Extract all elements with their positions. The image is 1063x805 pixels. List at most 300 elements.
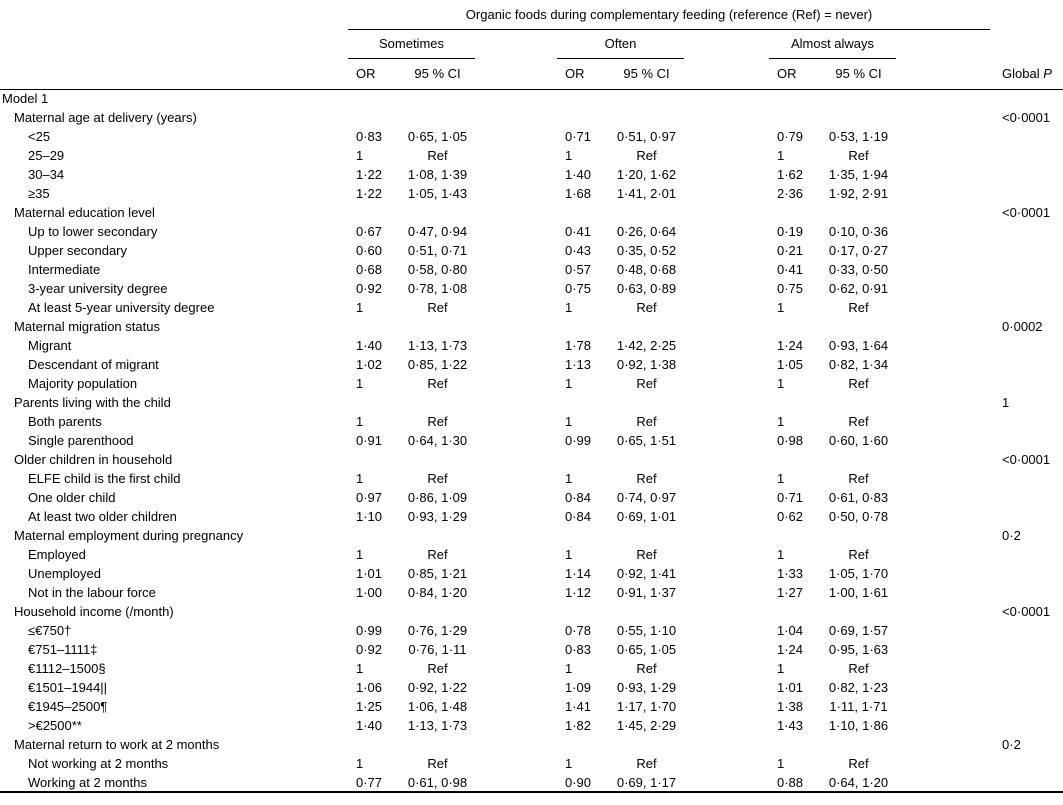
- or-value: 1·33: [777, 566, 804, 581]
- or-value: [348, 526, 400, 545]
- or-value: [769, 735, 821, 754]
- spacer-cell: [475, 393, 557, 412]
- ci-value: 0·64, 1·20: [828, 774, 889, 790]
- global-p-value: [990, 545, 1063, 564]
- or-value: 1·00: [356, 585, 383, 600]
- or-value: 1·43: [777, 718, 804, 733]
- or-value: 1: [356, 300, 364, 315]
- spacer-cell: [475, 697, 557, 716]
- or-value: 0·57: [565, 262, 592, 277]
- table-row: [0, 621, 1063, 640]
- spacer-cell: [475, 583, 557, 602]
- row-label: Parents living with the child: [14, 395, 171, 410]
- ci-value: [609, 203, 684, 222]
- ci-value: Ref: [427, 756, 448, 771]
- ci-value: 0·65, 1·05: [407, 129, 468, 144]
- ci-value: Ref: [427, 300, 448, 315]
- ci-value: 0·33, 0·50: [828, 262, 889, 277]
- global-p-value: 0·2: [1002, 528, 1021, 543]
- or-value: 1: [777, 148, 785, 163]
- row-label: Maternal migration status: [14, 319, 160, 334]
- spacer-cell: [684, 374, 769, 393]
- or-value: 1: [565, 471, 573, 486]
- ci-value: [609, 526, 684, 545]
- row-label: Working at 2 months: [28, 774, 147, 790]
- global-p-value: [990, 488, 1063, 507]
- spacer-cell: [896, 716, 990, 735]
- row-label: Unemployed: [28, 566, 101, 581]
- row-label: Employed: [28, 547, 86, 562]
- ci-value: 1·13, 1·73: [407, 338, 468, 353]
- spacer-cell: [684, 165, 769, 184]
- global-p-value: <0·0001: [1002, 604, 1051, 619]
- spacer-cell: [475, 89, 557, 108]
- ci-value: 0·51, 0·71: [407, 243, 468, 258]
- spacer-cell: [684, 412, 769, 431]
- table-row: [0, 507, 1063, 526]
- global-p-value: [990, 659, 1063, 678]
- ci-value: 0·69, 1·17: [616, 774, 677, 790]
- spacer-cell: [475, 298, 557, 317]
- table-row: [0, 564, 1063, 583]
- global-p-value: [990, 716, 1063, 735]
- table-row: [0, 165, 1063, 184]
- or-value: 1: [565, 300, 573, 315]
- or-value: [769, 602, 821, 621]
- spacer-cell: [896, 659, 990, 678]
- or-value: 1·12: [565, 585, 592, 600]
- or-value: 0·92: [356, 281, 383, 296]
- spacer-cell: [475, 716, 557, 735]
- global-p-value: [990, 507, 1063, 526]
- or-value: [557, 203, 609, 222]
- spacer-cell: [684, 355, 769, 374]
- or-value: 1·01: [356, 566, 383, 581]
- ci-value: Ref: [848, 376, 869, 391]
- spacer-cell: [475, 412, 557, 431]
- global-p-value: [990, 754, 1063, 773]
- global-p-value: [990, 89, 1063, 108]
- ci-value: 0·85, 1·22: [407, 357, 468, 372]
- ci-value: 0·84, 1·20: [407, 585, 468, 600]
- global-p-value: [990, 279, 1063, 298]
- or-value: 1: [777, 547, 785, 562]
- spacer-cell: [896, 393, 990, 412]
- spacer-cell: [684, 222, 769, 241]
- row-label: Model 1: [2, 91, 49, 107]
- ci-value: 1·00, 1·61: [828, 585, 889, 600]
- or-value: 0·84: [565, 509, 592, 524]
- ci-value: 1·35, 1·94: [828, 167, 889, 182]
- or-value: 1: [356, 414, 364, 429]
- spacer-cell: [684, 184, 769, 203]
- spacer-cell: [896, 564, 990, 583]
- spacer-cell: [896, 488, 990, 507]
- spacer-cell: [896, 184, 990, 203]
- ci-value: [821, 393, 896, 412]
- or-value: 0·68: [356, 262, 383, 277]
- ci-header-often: 95 % CI: [609, 58, 684, 89]
- table-row: [0, 469, 1063, 488]
- or-value: [769, 317, 821, 336]
- spacer-cell: [684, 469, 769, 488]
- spacer-cell: [896, 545, 990, 564]
- spacer-cell: [684, 735, 769, 754]
- ci-value: 0·86, 1·09: [407, 490, 468, 505]
- or-value: [557, 602, 609, 621]
- or-value: 1·24: [777, 642, 804, 657]
- ci-value: 0·60, 1·60: [828, 433, 889, 448]
- row-label: Single parenthood: [28, 433, 134, 448]
- ci-value: 0·53, 1·19: [828, 129, 889, 144]
- ci-value: 1·08, 1·39: [407, 167, 468, 182]
- or-value: [557, 526, 609, 545]
- or-value: 1·13: [565, 357, 592, 372]
- spacer-cell: [896, 336, 990, 355]
- table-row: [0, 488, 1063, 507]
- group-header-often: Often: [557, 29, 684, 58]
- or-value: 0·67: [356, 224, 383, 239]
- row-label: Maternal age at delivery (years): [14, 110, 197, 125]
- global-p-value: [990, 640, 1063, 659]
- or-value: 1·04: [777, 623, 804, 638]
- or-value: 1: [565, 661, 573, 676]
- spacer-cell: [475, 203, 557, 222]
- ci-value: 0·85, 1·21: [407, 566, 468, 581]
- ci-value: Ref: [427, 376, 448, 391]
- ci-value: [609, 317, 684, 336]
- row-label: Household income (/month): [14, 604, 174, 619]
- table-row: [0, 241, 1063, 260]
- or-value: 2·36: [777, 186, 804, 201]
- spacer-cell: [684, 431, 769, 450]
- global-p-value: [990, 621, 1063, 640]
- ci-value: 0·64, 1·30: [407, 433, 468, 448]
- ci-value: [400, 89, 475, 108]
- ci-value: [400, 108, 475, 127]
- ci-value: [609, 108, 684, 127]
- spacer-cell: [896, 260, 990, 279]
- or-value: [557, 393, 609, 412]
- or-value: 0·97: [356, 490, 383, 505]
- ci-value: [609, 450, 684, 469]
- ci-value: Ref: [427, 661, 448, 676]
- spanning-header: Organic foods during complementary feeding (reference (Ref) = never): [348, 0, 990, 29]
- ci-value: 0·35, 0·52: [616, 243, 677, 258]
- spacer-cell: [896, 165, 990, 184]
- spacer-cell: [475, 355, 557, 374]
- or-value: 0·99: [356, 623, 383, 638]
- or-value: 1·62: [777, 167, 804, 182]
- or-value: 1·22: [356, 186, 383, 201]
- spacer-cell: [475, 450, 557, 469]
- ci-value: [609, 602, 684, 621]
- spacer-cell: [896, 583, 990, 602]
- or-value: [557, 450, 609, 469]
- spacer-cell: [684, 317, 769, 336]
- table-row: [0, 678, 1063, 697]
- or-value: 1: [565, 414, 573, 429]
- ci-value: 1·11, 1·71: [829, 699, 888, 714]
- or-value: 1·24: [777, 338, 804, 353]
- spacer-cell: [475, 640, 557, 659]
- ci-value: 1·13, 1·73: [407, 718, 468, 733]
- spacer-cell: [684, 583, 769, 602]
- row-label: 25–29: [28, 148, 65, 163]
- ci-value: 0·61, 0·83: [828, 490, 889, 505]
- global-p-value: [990, 241, 1063, 260]
- or-value: [348, 89, 400, 108]
- row-label: Majority population: [28, 376, 138, 391]
- table-row: [0, 583, 1063, 602]
- or-value: 1·01: [777, 680, 804, 695]
- ci-value: Ref: [636, 547, 657, 562]
- ci-value: 0·93, 1·64: [828, 338, 889, 353]
- row-label: 30–34: [28, 167, 65, 182]
- global-p-value: [990, 469, 1063, 488]
- ci-value: 0·69, 1·01: [616, 509, 677, 524]
- or-value: [769, 526, 821, 545]
- row-label: Both parents: [28, 414, 102, 429]
- or-value: 1·40: [356, 718, 383, 733]
- ci-value: 0·62, 0·91: [828, 281, 889, 296]
- ci-value: 0·91, 1·37: [616, 585, 677, 600]
- or-value: 1·05: [777, 357, 804, 372]
- table-row: [0, 222, 1063, 241]
- spacer-cell: [896, 317, 990, 336]
- spacer-cell: [475, 564, 557, 583]
- spacer-cell: [896, 526, 990, 545]
- spacer-cell: [684, 241, 769, 260]
- or-value: 0·41: [565, 224, 592, 239]
- spacer-cell: [684, 716, 769, 735]
- spacer-cell: [896, 735, 990, 754]
- global-p-value: [990, 298, 1063, 317]
- spacer-cell: [896, 507, 990, 526]
- row-label: Intermediate: [28, 262, 101, 277]
- column-header-row: [0, 58, 1063, 89]
- or-value: [769, 450, 821, 469]
- spacer-cell: [684, 526, 769, 545]
- ci-header-sometimes: 95 % CI: [400, 58, 475, 89]
- or-value: 0·84: [565, 490, 592, 505]
- or-value: 1: [777, 376, 785, 391]
- or-value: 1: [777, 661, 785, 676]
- row-label: Not in the labour force: [28, 585, 156, 600]
- or-value: 1·25: [356, 699, 383, 714]
- spacer-cell: [475, 222, 557, 241]
- spacer-cell: [475, 336, 557, 355]
- spacer-cell: [896, 754, 990, 773]
- spacer-cell: [896, 678, 990, 697]
- or-value: 0·19: [777, 224, 804, 239]
- spacer-cell: [896, 602, 990, 621]
- ci-value: Ref: [848, 471, 869, 486]
- ci-value: 0·92, 1·22: [407, 680, 468, 695]
- ci-value: 0·95, 1·63: [828, 642, 889, 657]
- global-p-value: [990, 564, 1063, 583]
- spacer-cell: [475, 184, 557, 203]
- or-value: 1·10: [356, 509, 383, 524]
- ci-value: Ref: [636, 471, 657, 486]
- or-value: [348, 450, 400, 469]
- table-row: [0, 602, 1063, 621]
- spacer-cell: [684, 108, 769, 127]
- spacer-cell: [684, 602, 769, 621]
- or-value: 1·78: [565, 338, 592, 353]
- group-header-almost-always: Almost always: [769, 29, 896, 58]
- spacer-cell: [475, 241, 557, 260]
- or-value: 1·27: [777, 585, 804, 600]
- or-value: 1·40: [565, 167, 592, 182]
- global-p-value: [990, 336, 1063, 355]
- ci-value: 1·41, 2·01: [616, 186, 677, 201]
- group-header-sometimes: Sometimes: [348, 29, 475, 58]
- table-row: [0, 146, 1063, 165]
- or-value: 0·43: [565, 243, 592, 258]
- table-body: [0, 89, 1063, 792]
- spacer-cell: [475, 127, 557, 146]
- global-p-value: [990, 222, 1063, 241]
- spacer-cell: [896, 374, 990, 393]
- or-value: 1: [565, 148, 573, 163]
- ci-value: Ref: [848, 148, 869, 163]
- or-value: [348, 602, 400, 621]
- spacer-cell: [475, 29, 557, 58]
- ci-value: [400, 450, 475, 469]
- row-label: €1945–2500¶: [28, 699, 108, 714]
- table-row: [0, 355, 1063, 374]
- or-header-often: OR: [557, 58, 609, 89]
- spacer-cell: [475, 602, 557, 621]
- row-label: Descendant of migrant: [28, 357, 159, 372]
- table-row: [0, 374, 1063, 393]
- or-value: 1·02: [356, 357, 383, 372]
- spacer-cell: [896, 773, 990, 792]
- ci-value: Ref: [636, 376, 657, 391]
- spacer-cell: [475, 279, 557, 298]
- spacer-cell: [684, 488, 769, 507]
- ci-value: [821, 735, 896, 754]
- or-value: 1: [356, 756, 364, 771]
- or-value: 0·60: [356, 243, 383, 258]
- table-row: [0, 393, 1063, 412]
- or-value: 0·90: [565, 774, 592, 790]
- ci-value: 1·10, 1·86: [828, 718, 889, 733]
- or-value: [557, 317, 609, 336]
- spacer-cell: [896, 621, 990, 640]
- ci-value: Ref: [848, 756, 869, 771]
- row-label: One older child: [28, 490, 116, 505]
- or-value: 1·14: [565, 566, 592, 581]
- row-label: Not working at 2 months: [28, 756, 169, 771]
- global-p-value: [990, 678, 1063, 697]
- global-p-value: [990, 431, 1063, 450]
- global-p-value: [990, 374, 1063, 393]
- spacer-cell: [896, 412, 990, 431]
- ci-value: 0·17, 0·27: [828, 243, 889, 258]
- spacer-cell: [475, 374, 557, 393]
- or-value: [769, 108, 821, 127]
- or-value: 1·68: [565, 186, 592, 201]
- ci-value: 0·69, 1·57: [828, 623, 889, 638]
- spacer-cell: [475, 488, 557, 507]
- row-label: €1501–1944||: [28, 680, 108, 695]
- spacer-cell: [896, 146, 990, 165]
- ci-value: Ref: [636, 661, 657, 676]
- or-value: 1: [356, 661, 364, 676]
- global-p-value: [990, 146, 1063, 165]
- global-p-value: [990, 773, 1063, 792]
- ci-value: 0·78, 1·08: [407, 281, 468, 296]
- ci-value: Ref: [427, 414, 448, 429]
- spacer-cell: [475, 678, 557, 697]
- ci-value: 1·42, 2·25: [616, 338, 677, 353]
- table-row: [0, 545, 1063, 564]
- or-value: 0·99: [565, 433, 592, 448]
- or-value: 0·21: [777, 243, 804, 258]
- table-row: [0, 754, 1063, 773]
- ci-value: 0·65, 1·05: [616, 642, 677, 657]
- ci-value: Ref: [636, 756, 657, 771]
- ci-header-almost-always: 95 % CI: [821, 58, 896, 89]
- ci-value: [609, 89, 684, 108]
- spacer-cell: [990, 0, 1063, 29]
- or-value: [557, 89, 609, 108]
- or-value: 0·75: [565, 281, 592, 296]
- ci-value: 1·20, 1·62: [616, 167, 677, 182]
- spacer-cell: [896, 355, 990, 374]
- spacer-cell: [684, 89, 769, 108]
- ci-value: 0·82, 1·34: [828, 357, 889, 372]
- spacer-cell: [896, 279, 990, 298]
- ci-value: 0·76, 1·11: [408, 642, 467, 657]
- table-row: [0, 697, 1063, 716]
- or-value: 1: [356, 376, 364, 391]
- ci-value: [821, 108, 896, 127]
- ci-value: Ref: [636, 148, 657, 163]
- spacer-cell: [475, 431, 557, 450]
- ci-value: 0·48, 0·68: [616, 262, 677, 277]
- row-label: Maternal education level: [14, 205, 155, 220]
- ci-value: [609, 735, 684, 754]
- or-value: 1: [777, 471, 785, 486]
- spacer-cell: [684, 564, 769, 583]
- or-value: 1: [777, 756, 785, 771]
- ci-value: 0·47, 0·94: [407, 224, 468, 239]
- ci-value: Ref: [636, 300, 657, 315]
- spacer-cell: [684, 754, 769, 773]
- or-value: 1·41: [565, 699, 592, 714]
- spacer-cell: [896, 29, 990, 58]
- ci-value: 0·92, 1·41: [616, 566, 677, 581]
- table-row: [0, 108, 1063, 127]
- ci-value: [821, 450, 896, 469]
- spacer-cell: [896, 640, 990, 659]
- ci-value: 0·63, 0·89: [616, 281, 677, 296]
- ci-value: 0·26, 0·64: [616, 224, 677, 239]
- spacer-cell: [684, 545, 769, 564]
- or-value: 1·22: [356, 167, 383, 182]
- table-row: [0, 640, 1063, 659]
- ci-value: [400, 735, 475, 754]
- or-value: 1: [356, 547, 364, 562]
- global-p-value: <0·0001: [1002, 110, 1051, 125]
- or-value: 1: [565, 756, 573, 771]
- spacer-cell: [475, 526, 557, 545]
- ci-value: 0·55, 1·10: [616, 623, 677, 638]
- row-label: Older children in household: [14, 452, 173, 467]
